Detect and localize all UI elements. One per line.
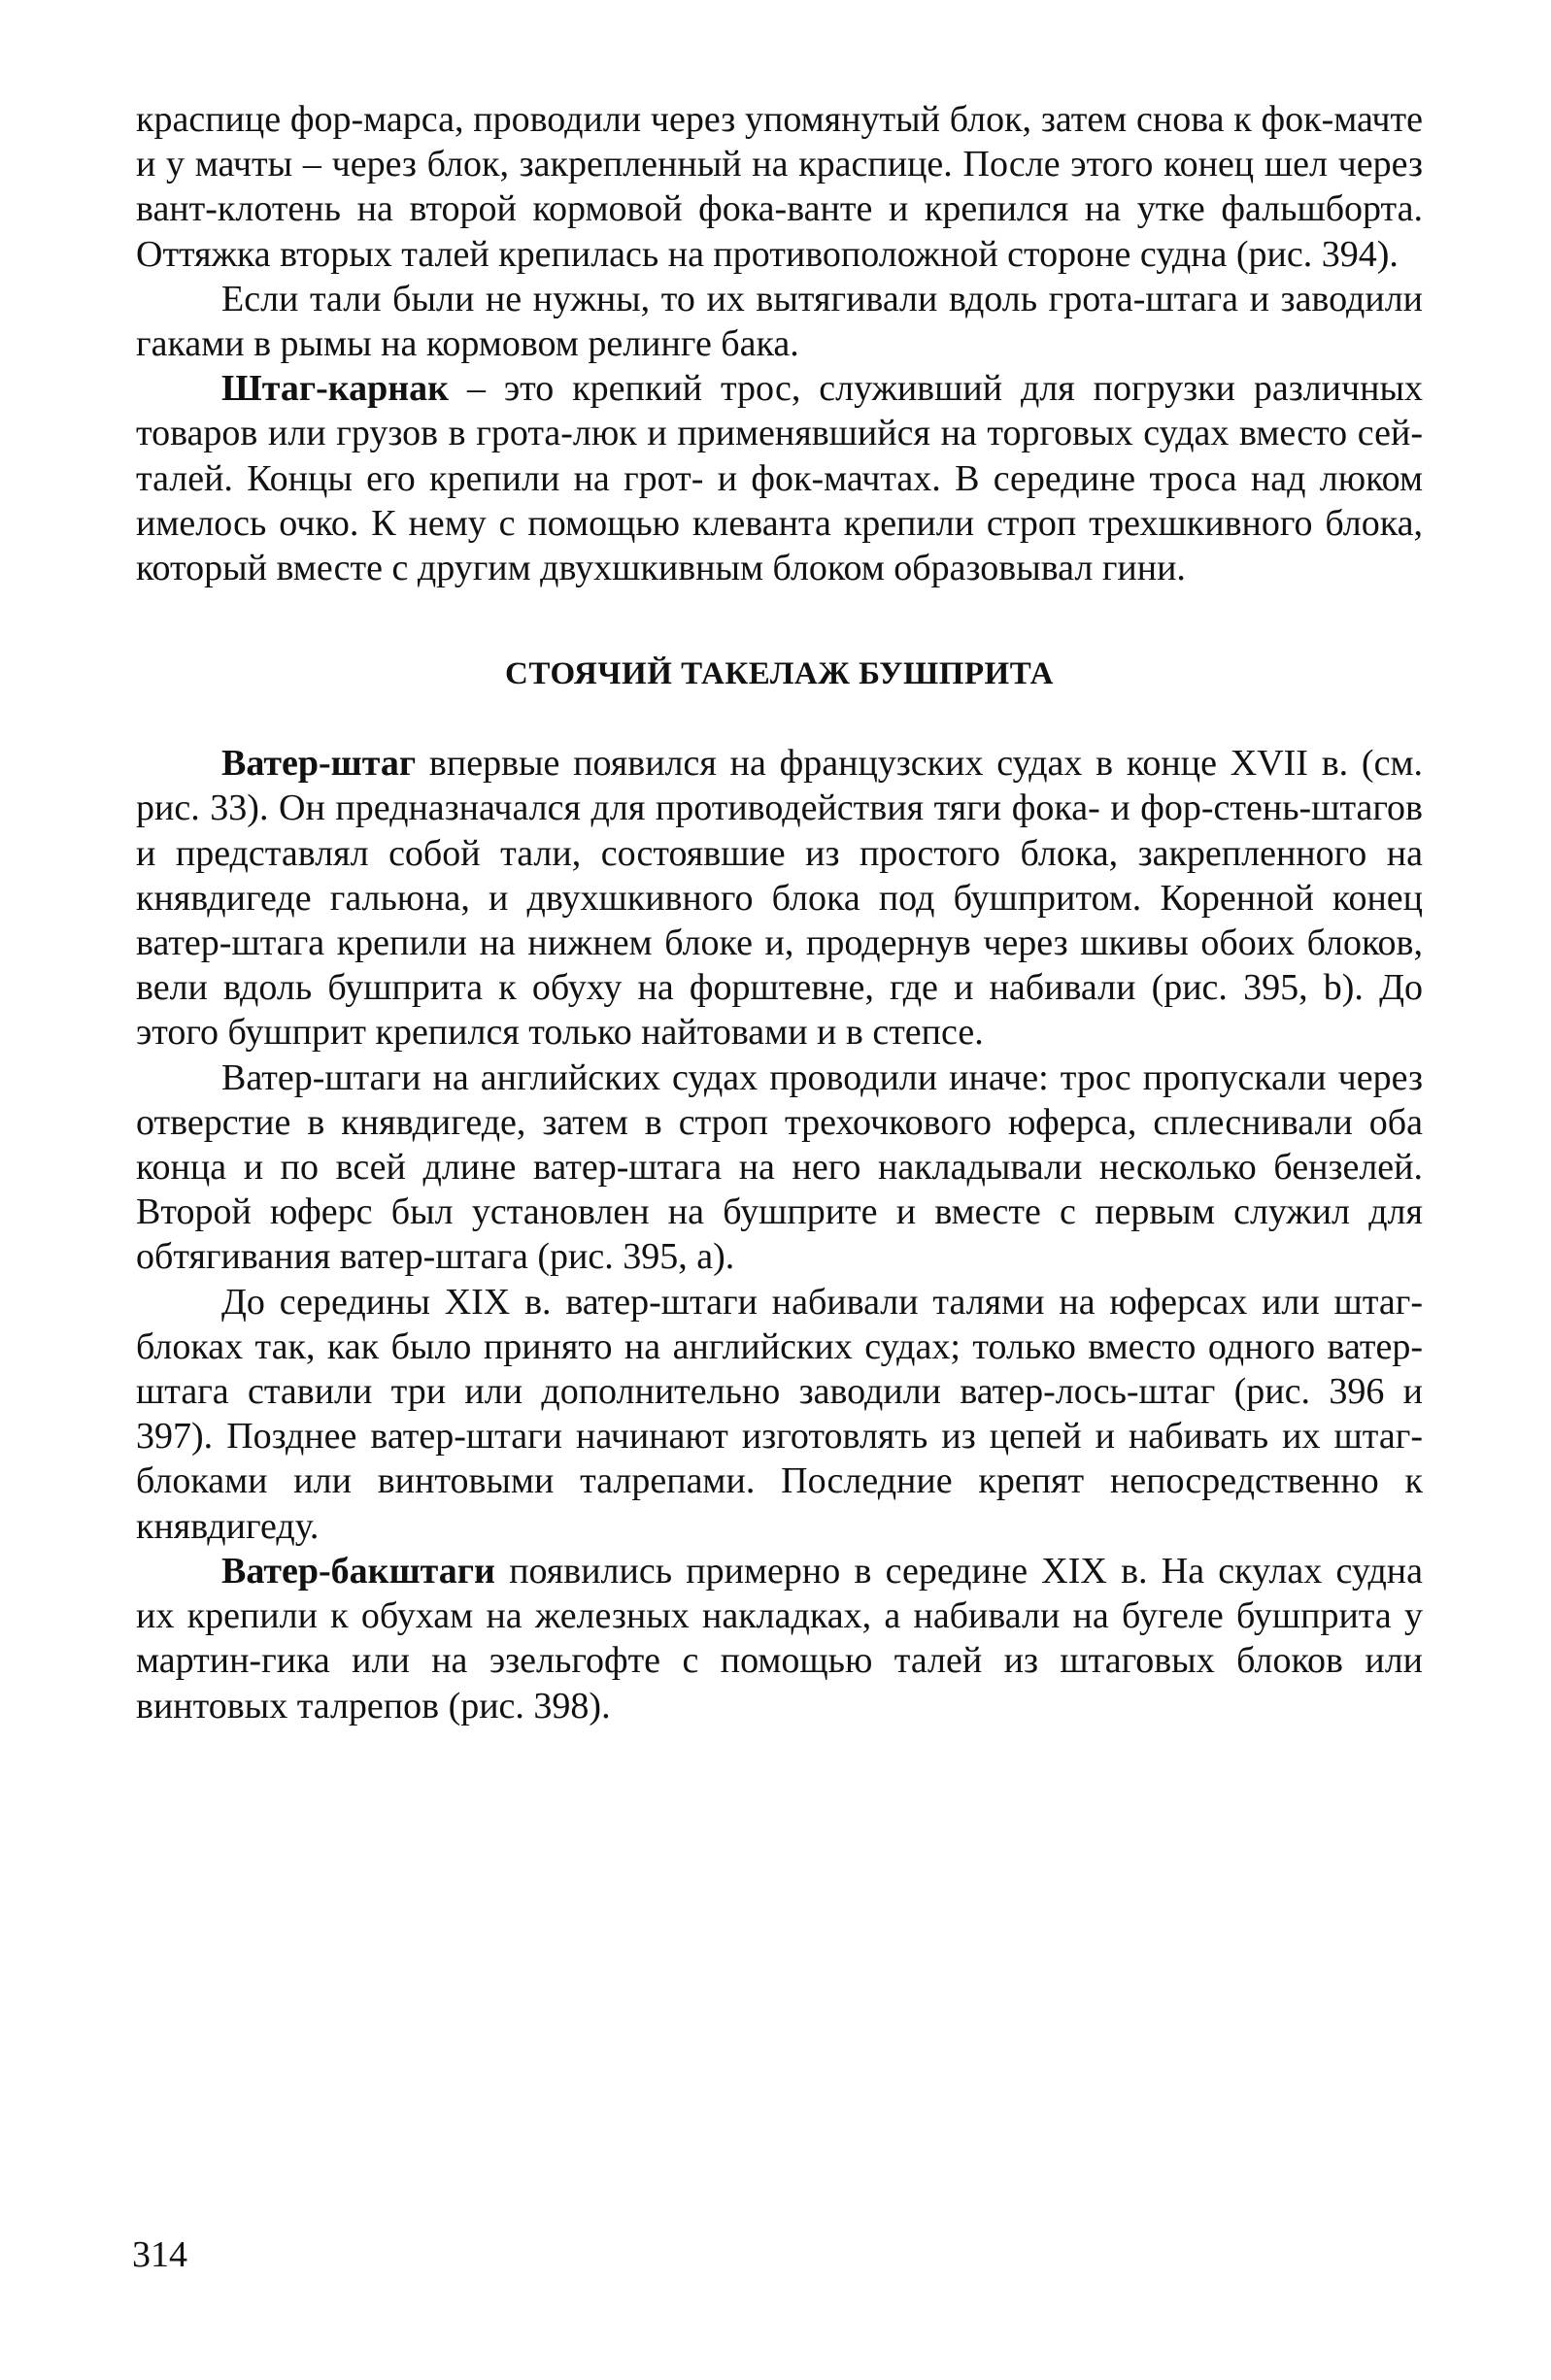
paragraph-text: краспице фор-марса, проводили через упомянутый блок, затем снова к фок-мачте и у мачты – через блок, закрепленный на краспице. После этого конец шел через вант-клотень на второй кормовой фока-ванте и крепился на утке фальшборта. Оттяжка вторых талей крепилась на противоположной стороне судна (рис. 394).: [136, 99, 1423, 275]
paragraph-xix-century: [136, 1280, 1423, 1549]
paragraph-text: До середины XIX в. ватер-штаги набивали талями на юферсах или штаг-блоках так, как было принято на английских судах; только вместо одного ватер-штага ставили три или дополнительно заводили ватер-лось-штаг (рис. 396 и 397). Позднее ватер-штаги начинают изготовлять из цепей и набивать их штаг-блоками или винтовыми талрепами. Последние крепят непосредственно к княвдигеду.: [136, 1281, 1423, 1547]
paragraph-tali: [136, 277, 1423, 366]
term-shtag-karnak: Штаг-карнак: [221, 368, 450, 410]
paragraph-text: Если тали были не нужны, то их вытягивали вдоль грота-штага и заводили гаками в рымы на кормовом релинге бака.: [136, 278, 1423, 365]
paragraph-text: впервые появился на французских судах в конце XVII в. (см. рис. 33). Он предназначался для противодействия тяги фока- и фор-стень-штагов и представлял собой тали, состоявшие из простого блока, закрепленного на княвдигеде гальюна, и двухшкивного блока под бушпритом. Коренной конец ватер-штага крепили на нижнем блоке и, продернув через шкивы обоих блоков, вели вдоль бушприта к обуху на форштевне, где и набивали (рис. 395, b). До этого бушприт крепился только найтовами и в степсе.: [136, 743, 1423, 1054]
page-number: 314: [132, 2234, 187, 2275]
term-vater-shtag: Ватер-штаг: [221, 743, 417, 785]
paragraph-text: – это крепкий трос, служивший для погрузки различных товаров или грузов в грота-люк и применявшийся на торговых судах вместо сей-талей. Концы его крепили на грот- и фок-мачтах. В середине троса над люком имелось очко. К нему с помощью клеванта крепили строп трехшкивного блока, который вместе с другим двухшкивным блоком образовывал гини.: [136, 368, 1423, 589]
paragraph-english-ships: [136, 1056, 1423, 1280]
page-body: [136, 97, 1423, 1728]
paragraph-vater-bakshtagi: [136, 1549, 1423, 1728]
paragraph-vater-shtag: [136, 741, 1423, 1055]
term-vater-bakshtagi: Ватер-бакштаги: [221, 1550, 495, 1592]
section-heading: СТОЯЧИЙ ТАКЕЛАЖ БУШПРИТА: [505, 656, 1054, 692]
paragraph-shtag-karnak: [136, 366, 1423, 590]
paragraph-text: появились примерно в середине XIX в. На скулах судна их крепили к обухам на железных накладках, а набивали на бугеле бушприта у мартин-гика или на эзельгофте с помощью талей из штаговых блоков или винтовых талрепов (рис. 398).: [136, 1550, 1423, 1726]
paragraph-text: Ватер-штаги на английских судах проводили иначе: трос пропускали через отверстие в княвдигеде, затем в строп трехочкового юферса, сплеснивали оба конца и по всей длине ватер-штага на него накладывали несколько бензелей. Второй юферс был установлен на бушприте и вместе с первым служил для обтягивания ватер-штага (рис. 395, а).: [136, 1056, 1423, 1278]
paragraph-continuation: [136, 97, 1423, 277]
